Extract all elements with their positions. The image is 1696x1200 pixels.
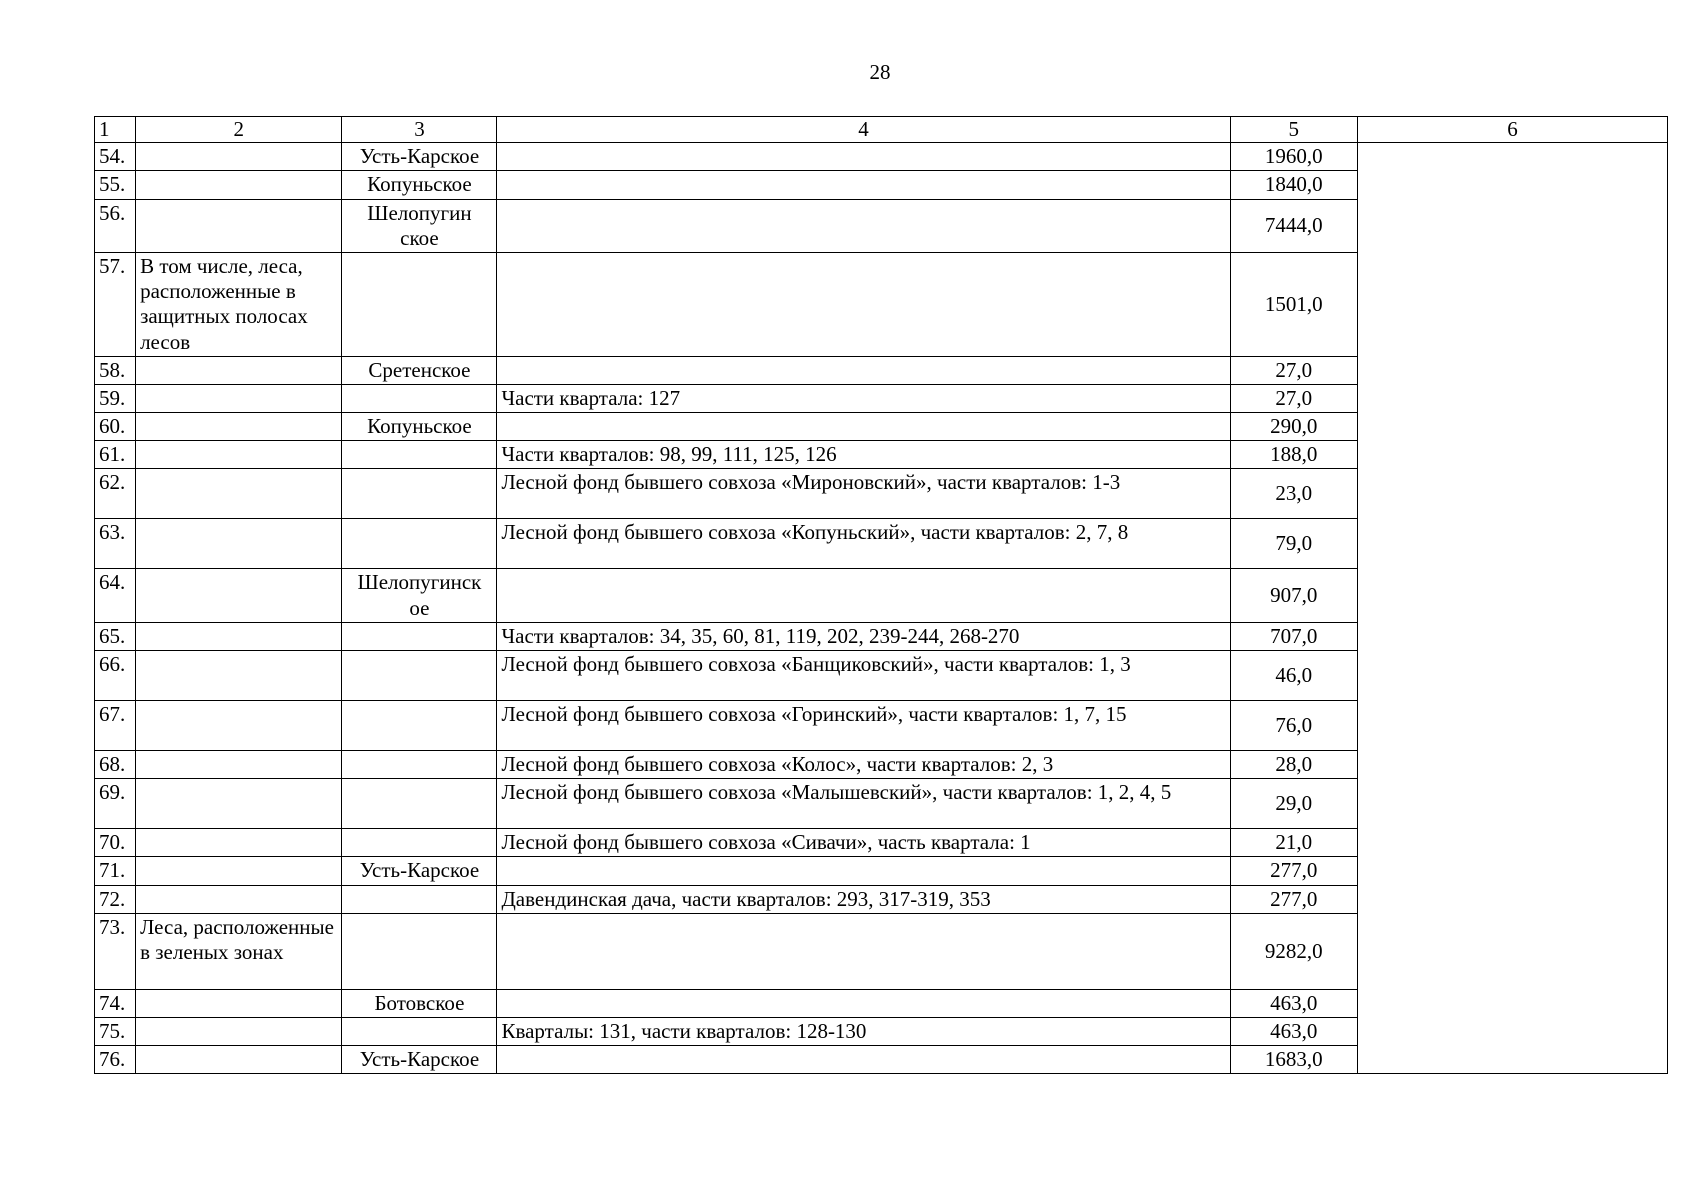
row-description [497,857,1230,885]
table-header-row [95,117,1668,143]
row-description: Лесной фонд бывшего совхоза «Малышевский», части кварталов: 1, 2, 4, 5 [497,779,1230,829]
row-district [342,441,497,469]
row-number: 68. [95,751,136,779]
row-description [497,569,1230,622]
row-district: Усть-Карское [342,143,497,171]
col-header-2: 2 [136,117,342,143]
row-description [497,199,1230,252]
row-category [136,469,342,519]
row-area: 76,0 [1230,701,1357,751]
table-row [95,143,1668,171]
row-description [497,252,1230,356]
row-category [136,413,342,441]
row-area: 79,0 [1230,519,1357,569]
col-header-4: 4 [497,117,1230,143]
row-description [497,1046,1230,1074]
row-area: 27,0 [1230,356,1357,384]
row-area: 46,0 [1230,651,1357,701]
row-number: 56. [95,199,136,252]
row-category [136,885,342,913]
row-area: 23,0 [1230,469,1357,519]
row-area: 21,0 [1230,829,1357,857]
row-description: Части квартала: 127 [497,384,1230,412]
row-area: 277,0 [1230,885,1357,913]
row-number: 65. [95,622,136,650]
row-description [497,356,1230,384]
row-category [136,751,342,779]
row-area: 1501,0 [1230,252,1357,356]
row-number: 76. [95,1046,136,1074]
row-number: 69. [95,779,136,829]
row-area: 7444,0 [1230,199,1357,252]
col-header-6: 6 [1357,117,1667,143]
row-number: 60. [95,413,136,441]
row-category [136,989,342,1017]
row-category [136,651,342,701]
row-category [136,857,342,885]
row-area: 707,0 [1230,622,1357,650]
row-category [136,701,342,751]
row-number: 72. [95,885,136,913]
row-description: Лесной фонд бывшего совхоза «Горинский», части кварталов: 1, 7, 15 [497,701,1230,751]
row-description [497,143,1230,171]
row-number: 70. [95,829,136,857]
row-category [136,143,342,171]
row-category: В том числе, леса, расположенные в защитных полосах лесов [136,252,342,356]
row-number: 63. [95,519,136,569]
row-area: 1683,0 [1230,1046,1357,1074]
row-category [136,356,342,384]
page-number: 28 [869,60,891,84]
row-number: 59. [95,384,136,412]
row-area: 1840,0 [1230,171,1357,199]
row-district [342,779,497,829]
row-district: Усть-Карское [342,1046,497,1074]
row-number: 64. [95,569,136,622]
row-number: 74. [95,989,136,1017]
row-district: Ботовское [342,989,497,1017]
row-district [342,751,497,779]
row-district: Усть-Карское [342,857,497,885]
row-category [136,829,342,857]
row-category [136,441,342,469]
row-category [136,384,342,412]
row-category [136,1046,342,1074]
col-header-3: 3 [342,117,497,143]
row-area: 463,0 [1230,1017,1357,1045]
row-description: Лесной фонд бывшего совхоза «Банщиковский», части кварталов: 1, 3 [497,651,1230,701]
row-category [136,199,342,252]
row-district: Шелопугинск ое [342,569,497,622]
row-district [342,701,497,751]
row-category [136,569,342,622]
row-area: 1960,0 [1230,143,1357,171]
row-number: 58. [95,356,136,384]
row-number: 71. [95,857,136,885]
row-number: 61. [95,441,136,469]
row-area: 188,0 [1230,441,1357,469]
row-district [342,829,497,857]
row-description [497,913,1230,989]
row-number: 55. [95,171,136,199]
row-description: Лесной фонд бывшего совхоза «Мироновский», части кварталов: 1-3 [497,469,1230,519]
row-description: Кварталы: 131, части кварталов: 128-130 [497,1017,1230,1045]
row-description: Давендинская дача, части кварталов: 293, 317-319, 353 [497,885,1230,913]
row-area: 9282,0 [1230,913,1357,989]
row-description: Лесной фонд бывшего совхоза «Копуньский», части кварталов: 2, 7, 8 [497,519,1230,569]
row-area: 277,0 [1230,857,1357,885]
row-description: Части кварталов: 34, 35, 60, 81, 119, 202, 239-244, 268-270 [497,622,1230,650]
row-district [342,252,497,356]
row-number: 67. [95,701,136,751]
column-6-empty-cell [1357,143,1667,1074]
row-number: 75. [95,1017,136,1045]
row-area: 463,0 [1230,989,1357,1017]
col-header-5: 5 [1230,117,1357,143]
row-description: Лесной фонд бывшего совхоза «Колос», части кварталов: 2, 3 [497,751,1230,779]
row-number: 62. [95,469,136,519]
row-district [342,913,497,989]
row-category [136,1017,342,1045]
row-district [342,622,497,650]
row-district [342,1017,497,1045]
row-number: 54. [95,143,136,171]
row-description [497,171,1230,199]
row-number: 73. [95,913,136,989]
row-district [342,519,497,569]
row-area: 27,0 [1230,384,1357,412]
row-area: 28,0 [1230,751,1357,779]
forest-table [94,116,1668,1074]
row-district [342,384,497,412]
row-number: 57. [95,252,136,356]
row-category [136,519,342,569]
row-district: Сретенское [342,356,497,384]
row-category [136,622,342,650]
row-district: Шелопугин ское [342,199,497,252]
row-area: 29,0 [1230,779,1357,829]
col-header-1: 1 [95,117,136,143]
row-category [136,171,342,199]
row-district: Копуньское [342,413,497,441]
row-description [497,413,1230,441]
row-district [342,885,497,913]
row-description [497,989,1230,1017]
row-district [342,469,497,519]
row-description: Лесной фонд бывшего совхоза «Сивачи», часть квартала: 1 [497,829,1230,857]
row-category: Леса, расположенные в зеленых зонах [136,913,342,989]
row-area: 290,0 [1230,413,1357,441]
row-number: 66. [95,651,136,701]
row-area: 907,0 [1230,569,1357,622]
row-district: Копуньское [342,171,497,199]
row-description: Части кварталов: 98, 99, 111, 125, 126 [497,441,1230,469]
row-category [136,779,342,829]
row-district [342,651,497,701]
